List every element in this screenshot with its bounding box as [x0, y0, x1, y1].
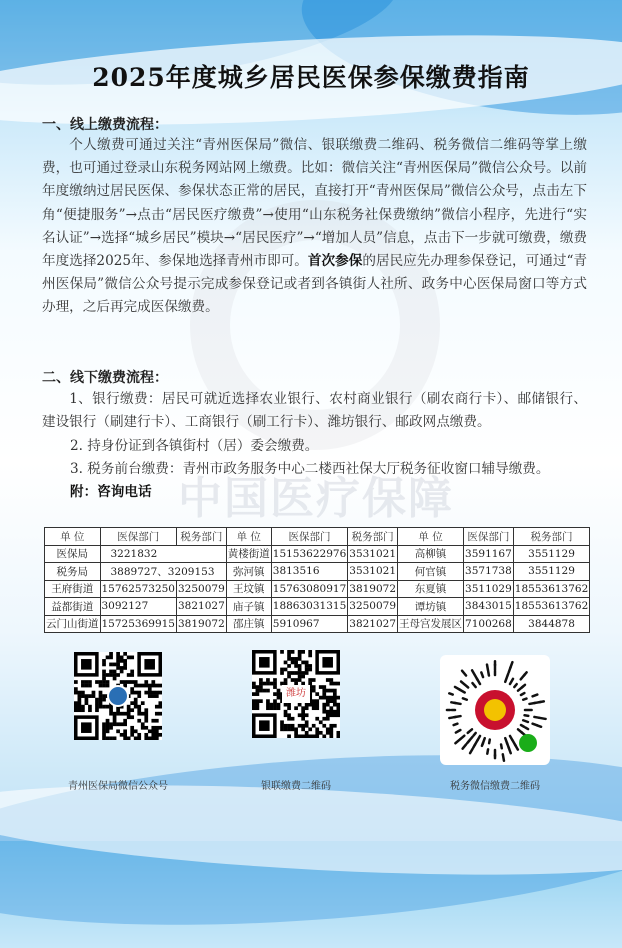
medical-insurance-phone-cell: 3511029: [464, 580, 514, 598]
medical-insurance-phone-cell: 15153622976: [271, 545, 348, 563]
village-payment-item: 2. 持身份证到各镇街村（居）委会缴费。: [70, 438, 319, 454]
medical-insurance-phone-cell: 15763080917: [271, 580, 348, 598]
tax-phone-cell: 3821027: [177, 598, 227, 616]
unit-name-cell: 王坟镇: [226, 580, 271, 598]
appendix-heading: 附：咨询电话: [70, 484, 152, 500]
tax-phone-cell: 3531021: [348, 563, 398, 581]
medical-insurance-phone-cell: 15762573250: [100, 580, 177, 598]
column-header: 税务部门: [513, 528, 590, 546]
qr-caption: 银联缴费二维码: [261, 781, 331, 792]
medical-insurance-phone-cell: 18863031315: [271, 598, 348, 616]
paragraph-text: 的居民应先办理参保登记，可通过“青州医保局”微信公众号提示完成参保登记或者到各镇街人社所、政务中心医保局窗口等方式办理，之后再完成医保缴费。: [42, 253, 588, 316]
medical-insurance-phone-cell: 3889727、3209153: [100, 563, 226, 581]
medical-insurance-phone-cell: 3843015: [464, 598, 514, 616]
column-header: 医保部门: [464, 528, 514, 546]
tax-phone-cell: 3821027: [348, 615, 398, 633]
column-header: 医保部门: [100, 528, 177, 546]
unit-name-cell: 庙子镇: [226, 598, 271, 616]
qr-caption: 青州医保局微信公众号: [68, 781, 168, 792]
unit-name-cell: 谭坊镇: [398, 598, 464, 616]
unit-name-cell: 税务局: [45, 563, 101, 581]
table-row: [45, 580, 590, 598]
column-header: 税务部门: [177, 528, 227, 546]
tax-phone-cell: 3819072: [177, 615, 227, 633]
logo-badge: [107, 685, 129, 707]
unit-name-cell: 益都街道: [45, 598, 101, 616]
section1-heading: 一、线上缴费流程：: [42, 117, 168, 133]
qr-code: [252, 650, 340, 738]
contact-table: [44, 527, 590, 633]
paragraph-text: 个人缴费可通过关注“青州医保局”微信、银联缴费二维码、税务微信二维码等掌上缴费，也可通过登录山东税务网站网上缴费。比如：微信关注“青州医保局”微信公众号。以前年度缴纳过居民医保、参保状态正常的居民，直接打开“青州医保局”微信公众号，点击左下角“便捷服务”→点击“居民医疗缴费”→使用“山东税务社保费缴纳”微信小程序，先进行“实名认证”→选择“城乡居民”模块→“居民医疗”→“增加人员”信息，点击下一步就可缴费，缴费年度选择2025年、参保地选择青州市即可。: [42, 137, 588, 270]
tax-phone-cell: 3250079: [177, 580, 227, 598]
tax-phone-cell: 3531021: [348, 545, 398, 563]
tax-phone-cell: 18553613762: [513, 598, 590, 616]
unit-name-cell: 高柳镇: [398, 545, 464, 563]
unit-name-cell: 何官镇: [398, 563, 464, 581]
tax-phone-cell: 3551129: [513, 545, 590, 563]
qr-caption: 税务微信缴费二维码: [450, 781, 540, 792]
qr-badge: 潍坊: [282, 685, 310, 703]
bold-text: 首次参保: [307, 253, 363, 270]
medical-insurance-phone-cell: 3092127: [100, 598, 177, 616]
column-header: 单 位: [45, 528, 101, 546]
medical-insurance-phone-cell: 3221832: [100, 545, 226, 563]
bank-payment-item: 1、银行缴费：居民可就近选择农业银行、农村商业银行（刷农商行卡）、邮储银行、建设银行（刷建行卡）、工商银行（刷工行卡）、潍坊银行、邮政网点缴费。: [42, 391, 587, 431]
medical-insurance-phone-cell: 3571738: [464, 563, 514, 581]
tax-phone-cell: 3250079: [348, 598, 398, 616]
unit-name-cell: 王母宫发展区: [398, 615, 464, 633]
watermark-text: 中国医疗保障: [178, 473, 454, 524]
medical-insurance-phone-cell: 3813516: [271, 563, 348, 581]
table-row: [45, 598, 590, 616]
tax-phone-cell: 3819072: [348, 580, 398, 598]
qr-code: [74, 652, 162, 740]
page-title: 2025年度城乡居民医保参保缴费指南: [92, 63, 530, 92]
medical-insurance-phone-cell: 5910967: [271, 615, 348, 633]
unit-name-cell: 王府街道: [45, 580, 101, 598]
unit-name-cell: 弥河镇: [226, 563, 271, 581]
medical-insurance-phone-cell: 3591167: [464, 545, 514, 563]
unit-name-cell: 邵庄镇: [226, 615, 271, 633]
table-row: [45, 563, 590, 581]
table-header-row: [45, 528, 590, 546]
section2-heading: 二、线下缴费流程：: [42, 370, 168, 386]
column-header: 税务部门: [348, 528, 398, 546]
tax-phone-cell: 3844878: [513, 615, 590, 633]
section1-paragraph: [42, 134, 587, 320]
mini-program-code: [440, 655, 550, 765]
column-header: 单 位: [398, 528, 464, 546]
tax-phone-cell: 18553613762: [513, 580, 590, 598]
table-row: [45, 615, 590, 633]
medical-insurance-phone-cell: 7100268: [464, 615, 514, 633]
medical-insurance-phone-cell: 15725369915: [100, 615, 177, 633]
table-row: [45, 545, 590, 563]
unit-name-cell: 黄楼街道: [226, 545, 271, 563]
tax-phone-cell: 3551129: [513, 563, 590, 581]
column-header: 单 位: [226, 528, 271, 546]
unit-name-cell: 云门山街道: [45, 615, 101, 633]
column-header: 医保部门: [271, 528, 348, 546]
unit-name-cell: 东夏镇: [398, 580, 464, 598]
unit-name-cell: 医保局: [45, 545, 101, 563]
tax-desk-payment-item: 3. 税务前台缴费：青州市政务服务中心二楼西社保大厅税务征收窗口辅导缴费。: [70, 461, 550, 477]
